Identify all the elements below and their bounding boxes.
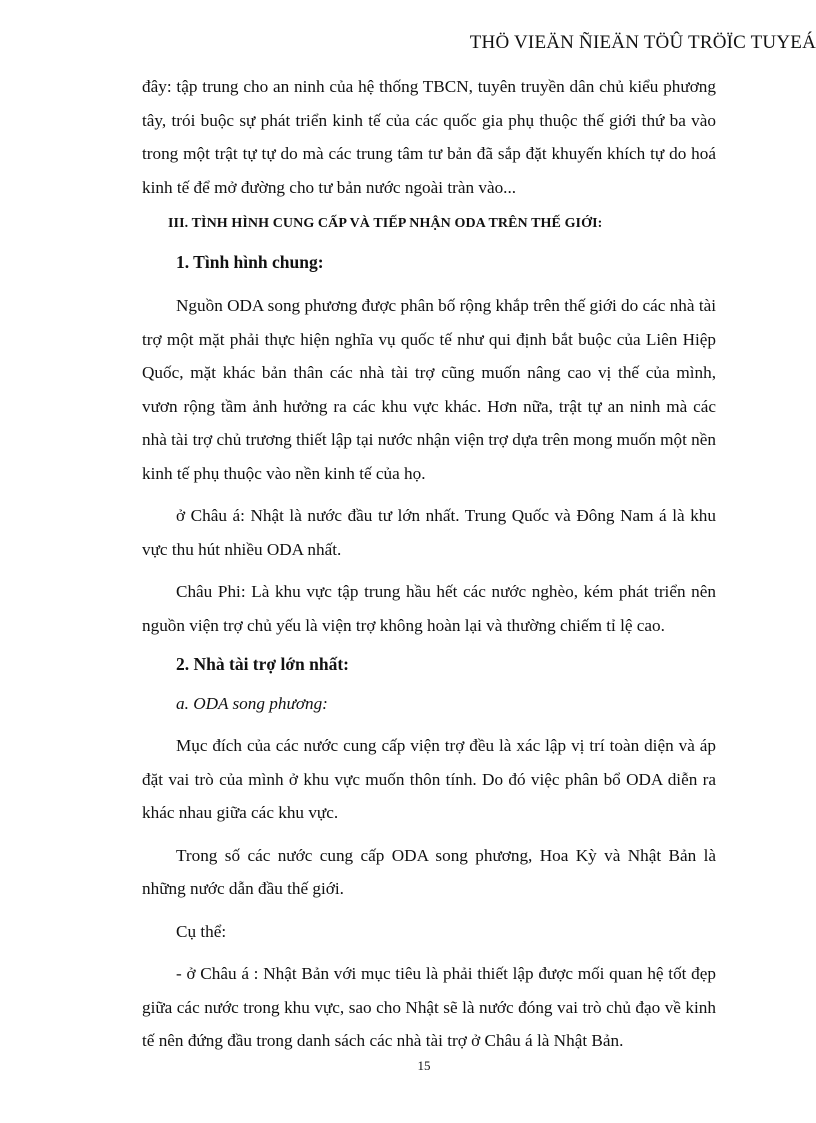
subsection-heading-bilateral: a. ODA song phương:: [176, 694, 328, 713]
intro-paragraph: đây: tập trung cho an ninh của hệ thống TBCN, tuyên truyền dân chủ kiểu phương tây, trói buộc sự phát triển kinh tế của các quốc gia phụ thuộc thế giới thứ ba vào trong một trật tự tự do mà các trung tâm tư bản đã sắp đặt khuyến khích tự do hoá kinh tế để mở đường cho tư bản nước ngoài tràn vào...: [142, 77, 716, 197]
running-header: THÖ VIEÄN ÑIEÄN TÖÛ TRÖÏC TUYEÁ: [469, 32, 816, 53]
paragraph-specifically: Cụ thể:: [176, 921, 227, 941]
paragraph-asia: ở Châu á: Nhật là nước đầu tư lớn nhất. Trung Quốc và Đông Nam á là khu vực thu hút nhiều ODA nhất.: [142, 506, 716, 559]
paragraph-leading-donors: Trong số các nước cung cấp ODA song phương, Hoa Kỳ và Nhật Bản là những nước dẫn đầu thế giới.: [142, 845, 716, 898]
subsection-heading-largest-donors: 2. Nhà tài trợ lớn nhất:: [176, 654, 350, 674]
paragraph-japan-asia: - ở Châu á : Nhật Bản với mục tiêu là phải thiết lập được mối quan hệ tốt đẹp giữa các nước trong khu vực, sao cho Nhật sẽ là nước đóng vai trò chủ đạo về kinh tế nên đứng đầu trong danh sách các nhà tài trợ ở Châu á là Nhật Bản.: [142, 964, 716, 1050]
paragraph-africa: Châu Phi: Là khu vực tập trung hầu hết các nước nghèo, kém phát triển nên nguồn viện trợ chủ yếu là viện trợ không hoàn lại và thường chiếm tỉ lệ cao.: [142, 582, 716, 635]
page-body: [142, 70, 716, 1067]
page-number: 15: [417, 1058, 431, 1073]
paragraph-bilateral-oda: Nguồn ODA song phương được phân bố rộng khắp trên thế giới do các nhà tài trợ một mặt phải thực hiện nghĩa vụ quốc tế như qui định bắt buộc của Liên Hiệp Quốc, mặt khác bản thân các nhà tài trợ cũng muốn nâng cao vị thế của mình, vươn rộng tầm ảnh hưởng ra các khu vực khác. Hơn nữa, trật tự an ninh mà các nhà tài trợ chủ trương thiết lập tại nước nhận viện trợ dựa trên mong muốn một nền kinh tế phụ thuộc vào nền kinh tế của họ.: [142, 296, 716, 483]
paragraph-purpose: Mục đích của các nước cung cấp viện trợ đều là xác lập vị trí toàn diện và áp đặt vai trò của mình ở khu vực muốn thôn tính. Do đó việc phân bổ ODA diễn ra khác nhau giữa các khu vực.: [142, 736, 716, 822]
subsection-heading-general: 1. Tình hình chung:: [176, 252, 324, 272]
section-heading: III. TÌNH HÌNH CUNG CẤP VÀ TIẾP NHẬN ODA TRÊN THẾ GIỚI:: [168, 216, 603, 231]
